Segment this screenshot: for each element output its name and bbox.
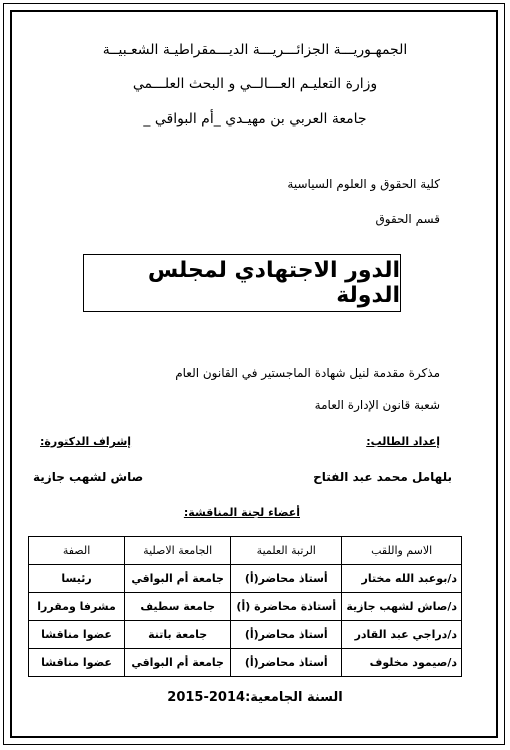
cell-university: جامعة باتنة: [125, 621, 231, 649]
university-header: جامعة العربي بن مهيـدي _أم البواقي _: [143, 111, 367, 127]
cell-university: جامعة سطيف: [125, 593, 231, 621]
thesis-note: مذكرة مقدمة لنيل شهادة الماجستير في القانون العام: [175, 366, 440, 380]
cell-role: عضوا مناقشا: [29, 621, 125, 649]
table-row: [29, 649, 462, 677]
committee-table: [28, 536, 462, 677]
title-box: [83, 254, 401, 312]
cell-rank: أستاذة محاضرة (أ): [231, 593, 342, 621]
header-role: الصفة: [29, 537, 125, 565]
cell-university: جامعة أم البواقي: [125, 565, 231, 593]
ministry-header: وزارة التعليـم العـــالــي و البحث العلـــمي: [132, 76, 378, 92]
cell-rank: أستاذ محاضر(أ): [231, 621, 342, 649]
cell-name: د/بوعبد الله مختار: [342, 565, 462, 593]
republic-header: الجمهـوريـــة الجزائـــريـــة الديـــمقراطيـة الشعـبيــة: [102, 42, 408, 58]
department-name: قسم الحقوق: [375, 212, 440, 226]
faculty-name: كلية الحقوق و العلوم السياسية: [287, 177, 440, 191]
committee-label: أعضاء لجنة المناقشة:: [183, 506, 300, 519]
cell-role: رئيسا: [29, 565, 125, 593]
cell-university: جامعة أم البواقي: [125, 649, 231, 677]
header-university: الجامعة الاصلية: [125, 537, 231, 565]
header-rank: الرتبة العلمية: [231, 537, 342, 565]
thesis-title: الدور الاجتهادي لمجلس الدولة: [147, 258, 400, 308]
cell-role: عضوا مناقشا: [29, 649, 125, 677]
cell-name: د/صاش لشهب جازية: [342, 593, 462, 621]
academic-year: السنة الجامعية:2014-2015: [167, 690, 343, 705]
header-name: الاسم واللقب: [342, 537, 462, 565]
prepared-by-label: إعداد الطالب:: [366, 435, 440, 448]
supervisor-label: إشراف الدكتورة:: [40, 435, 132, 448]
supervisor-name: صاش لشهب جازية: [33, 470, 144, 484]
cell-name: د/صيمود مخلوف: [342, 649, 462, 677]
table-row: [29, 621, 462, 649]
branch-name: شعبة قانون الإدارة العامة: [314, 398, 440, 412]
cell-role: مشرفا ومقررا: [29, 593, 125, 621]
table-row: [29, 565, 462, 593]
table-row: [29, 593, 462, 621]
cell-rank: أستاذ محاضر(أ): [231, 649, 342, 677]
table-header-row: [29, 537, 462, 565]
student-name: بلهامل محمد عبد الفتاح: [313, 470, 452, 484]
cell-rank: أستاذ محاضر(أ): [231, 565, 342, 593]
cell-name: د/دراجي عبد القادر: [342, 621, 462, 649]
